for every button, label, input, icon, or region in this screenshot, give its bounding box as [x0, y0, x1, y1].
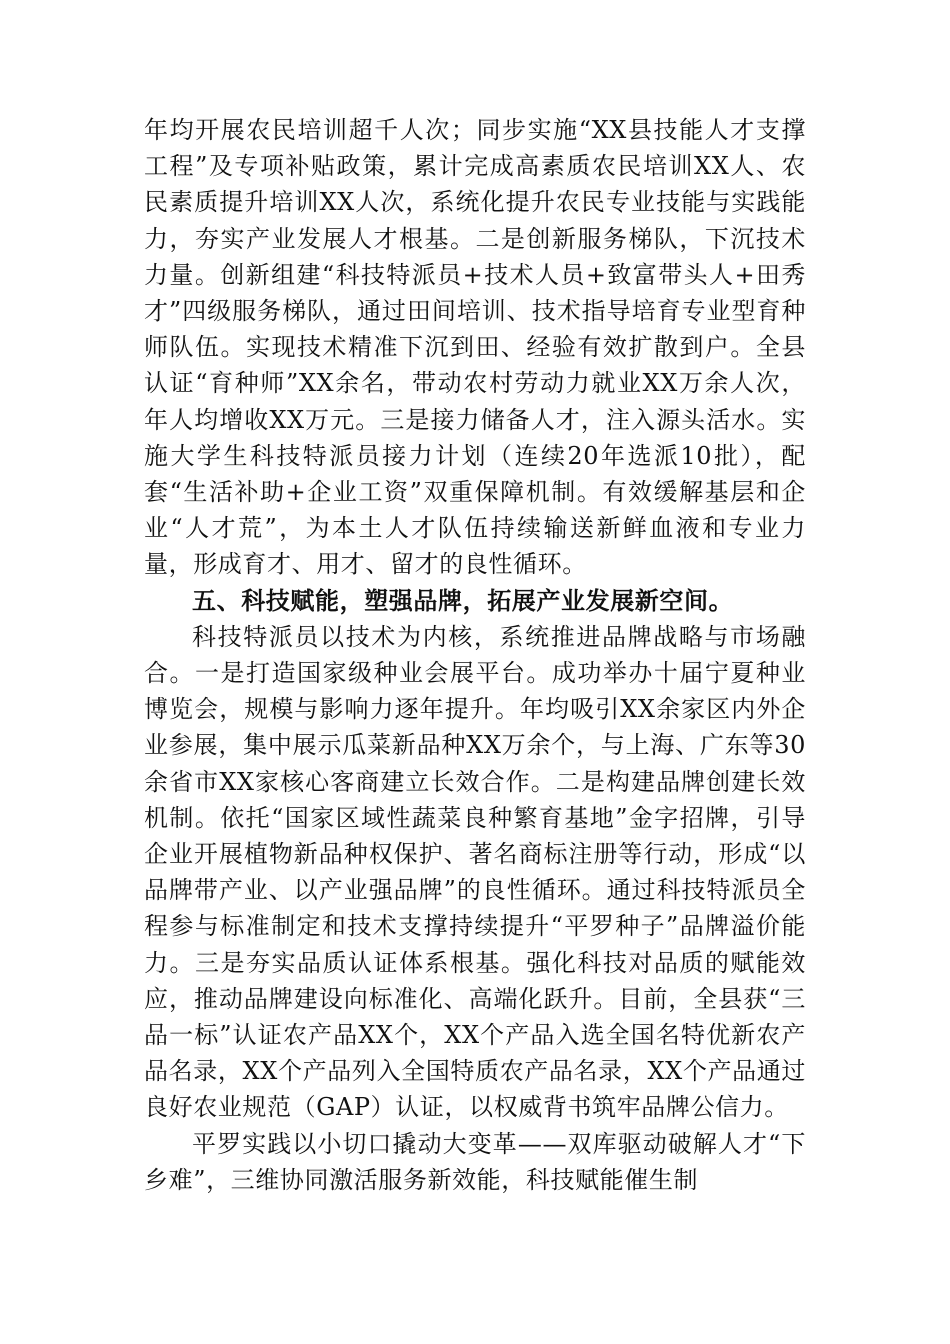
body-paragraph: 年均开展农民培训超千人次；同步实施“XX县技能人才支撑工程”及专项补贴政策，累计完成高素质农民培训XX人、农民素质提升培训XX人次，系统化提升农民专业技能与实践能力，夯实产业发展人才根基。二是创新服务梯队，下沉技术力量。创新组建“科技特派员+技术人员+致富带头人+田秀才”四级服务梯队，通过田间培训、技术指导培育专业型育种师队伍。实现技术精准下沉到田、经验有效扩散到户。全县认证“育种师”XX余名，带动农村劳动力就业XX万余人次，年人均增收XX万元。三是接力储备人才，注入源头活水。实施大学生科技特派员接力计划（连续20年选派10批），配套“生活补助+企业工资”双重保障机制。有效缓解基层和企业“人才荒”，为本土人才队伍持续输送新鲜血液和专业力量，形成育才、用才、留才的良性循环。 — [144, 116, 806, 579]
document-body — [144, 112, 806, 1198]
body-paragraph: 科技特派员以技术为内核，系统推进品牌战略与市场融合。一是打造国家级种业会展平台。成功举办十届宁夏种业博览会，规模与影响力逐年提升。年均吸引XX余家区内外企业参展，集中展示瓜菜新品种XX万余个，与上海、广东等30余省市XX家核心客商建立长效合作。二是构建品牌创建长效机制。依托“国家区域性蔬菜良种繁育基地”金字招牌，引导企业开展植物新品种权保护、著名商标注册等行动，形成“以品牌带产业、以产业强品牌”的良性循环。通过科技特派员全程参与标准制定和技术支撑持续提升“平罗种子”品牌溢价能力。三是夯实品质认证体系根基。强化科技对品质的赋能效应，推动品牌建设向标准化、高端化跃升。目前，全县获“三品一标”认证农产品XX个，XX个产品入选全国名特优新农产品名录，XX个产品列入全国特质农产品名录，XX个产品通过良好农业规范（GAP）认证，以权威背书筑牢品牌公信力。 — [144, 622, 806, 1122]
body-paragraph: 平罗实践以小切口撬动大变革——双库驱动破解人才“下乡难”，三维协同激活服务新效能，科技赋能催生制 — [144, 1129, 806, 1194]
section-heading: 五、科技赋能，塑强品牌，拓展产业发展新空间。 — [192, 586, 734, 615]
